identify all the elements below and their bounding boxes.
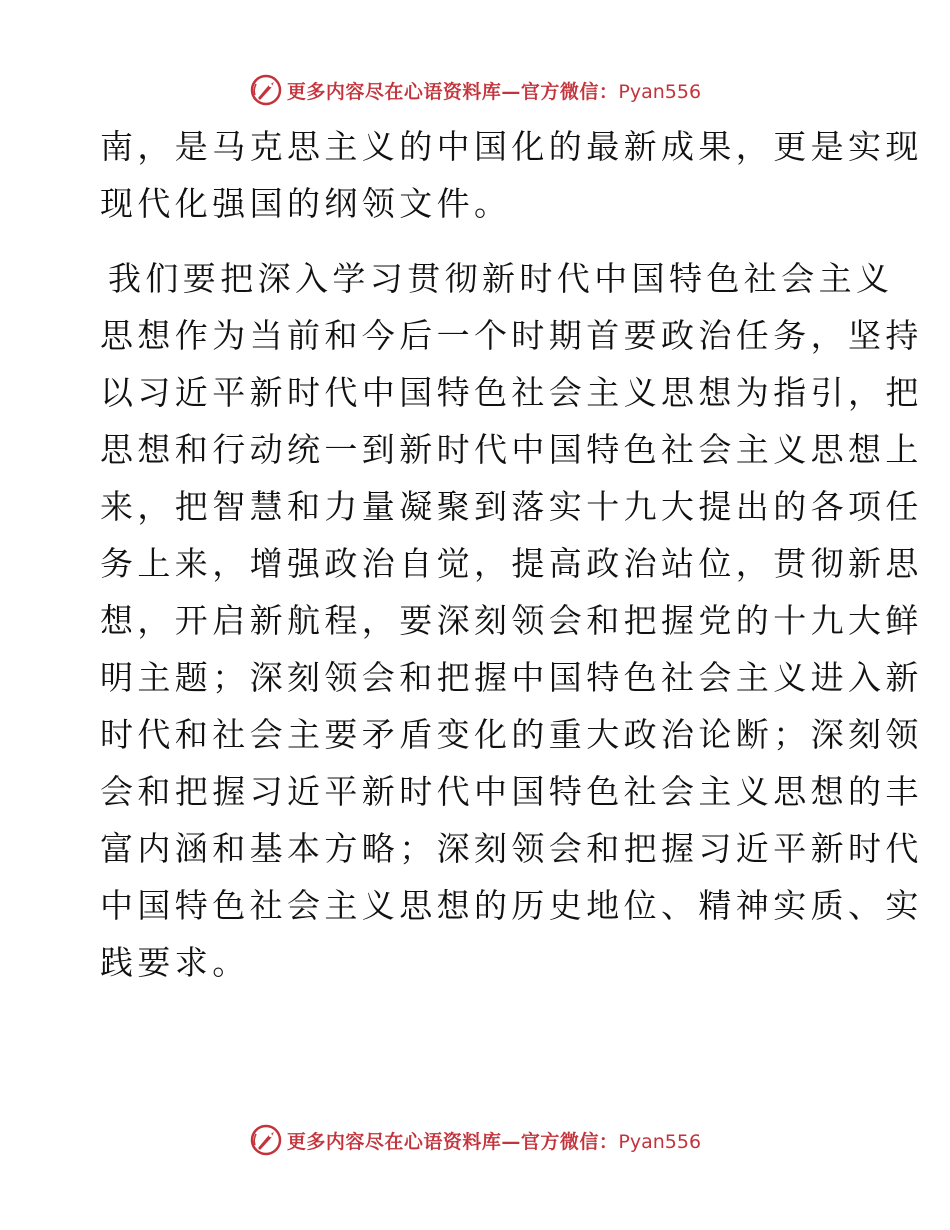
header-wechat-handle: Pyan556 bbox=[618, 80, 702, 103]
footer-wechat-handle: Pyan556 bbox=[618, 1130, 702, 1153]
footer-slogan: 更多内容尽在心语资料库—官方微信： bbox=[286, 1130, 619, 1153]
header-slogan: 更多内容尽在心语资料库—官方微信： bbox=[286, 80, 619, 103]
paragraph-2-line-11: 富内涵和基本方略；深刻领会和把握习近平新时代 bbox=[100, 829, 923, 868]
paragraph-2-line-5: 来，把智慧和力量凝聚到落实十九大提出的各项任 bbox=[100, 487, 923, 526]
paragraph-2-line-3: 以习近平新时代中国特色社会主义思想为指引，把 bbox=[100, 373, 923, 412]
pen-nib-logo-icon bbox=[249, 1123, 283, 1157]
footer-banner bbox=[0, 1123, 950, 1157]
header-banner-text bbox=[287, 77, 701, 104]
paragraph-2-line-2: 思想作为当前和今后一个时期首要政治任务，坚持 bbox=[100, 316, 923, 355]
paragraph-2-line-4: 思想和行动统一到新时代中国特色社会主义思想上 bbox=[100, 430, 923, 469]
paragraph-2-line-7: 想，开启新航程，要深刻领会和把握党的十九大鲜 bbox=[100, 601, 923, 640]
paragraph-2-line-6: 务上来，增强政治自觉，提高政治站位，贯彻新思 bbox=[100, 544, 923, 583]
paragraph-2-line-1: 我们要把深入学习贯彻新时代中国特色社会主义 bbox=[108, 259, 894, 298]
paragraph-2 bbox=[100, 250, 923, 991]
pen-nib-logo-icon bbox=[249, 73, 283, 107]
header-banner bbox=[0, 73, 950, 107]
paragraph-2-line-13: 践要求。 bbox=[100, 943, 250, 982]
paragraph-2-line-12: 中国特色社会主义思想的历史地位、精神实质、实 bbox=[100, 886, 923, 925]
paragraph-2-line-9: 时代和社会主要矛盾变化的重大政治论断；深刻领 bbox=[100, 715, 923, 754]
paragraph-1-line-1: 南，是马克思主义的中国化的最新成果，更是实现 bbox=[100, 127, 923, 166]
paragraph-2-line-8: 明主题；深刻领会和把握中国特色社会主义进入新 bbox=[100, 658, 923, 697]
paragraph-1 bbox=[100, 118, 923, 232]
paragraph-2-line-10: 会和把握习近平新时代中国特色社会主义思想的丰 bbox=[100, 772, 923, 811]
footer-banner-text bbox=[287, 1127, 701, 1154]
paragraph-1-line-2: 现代化强国的纲领文件。 bbox=[100, 184, 512, 223]
